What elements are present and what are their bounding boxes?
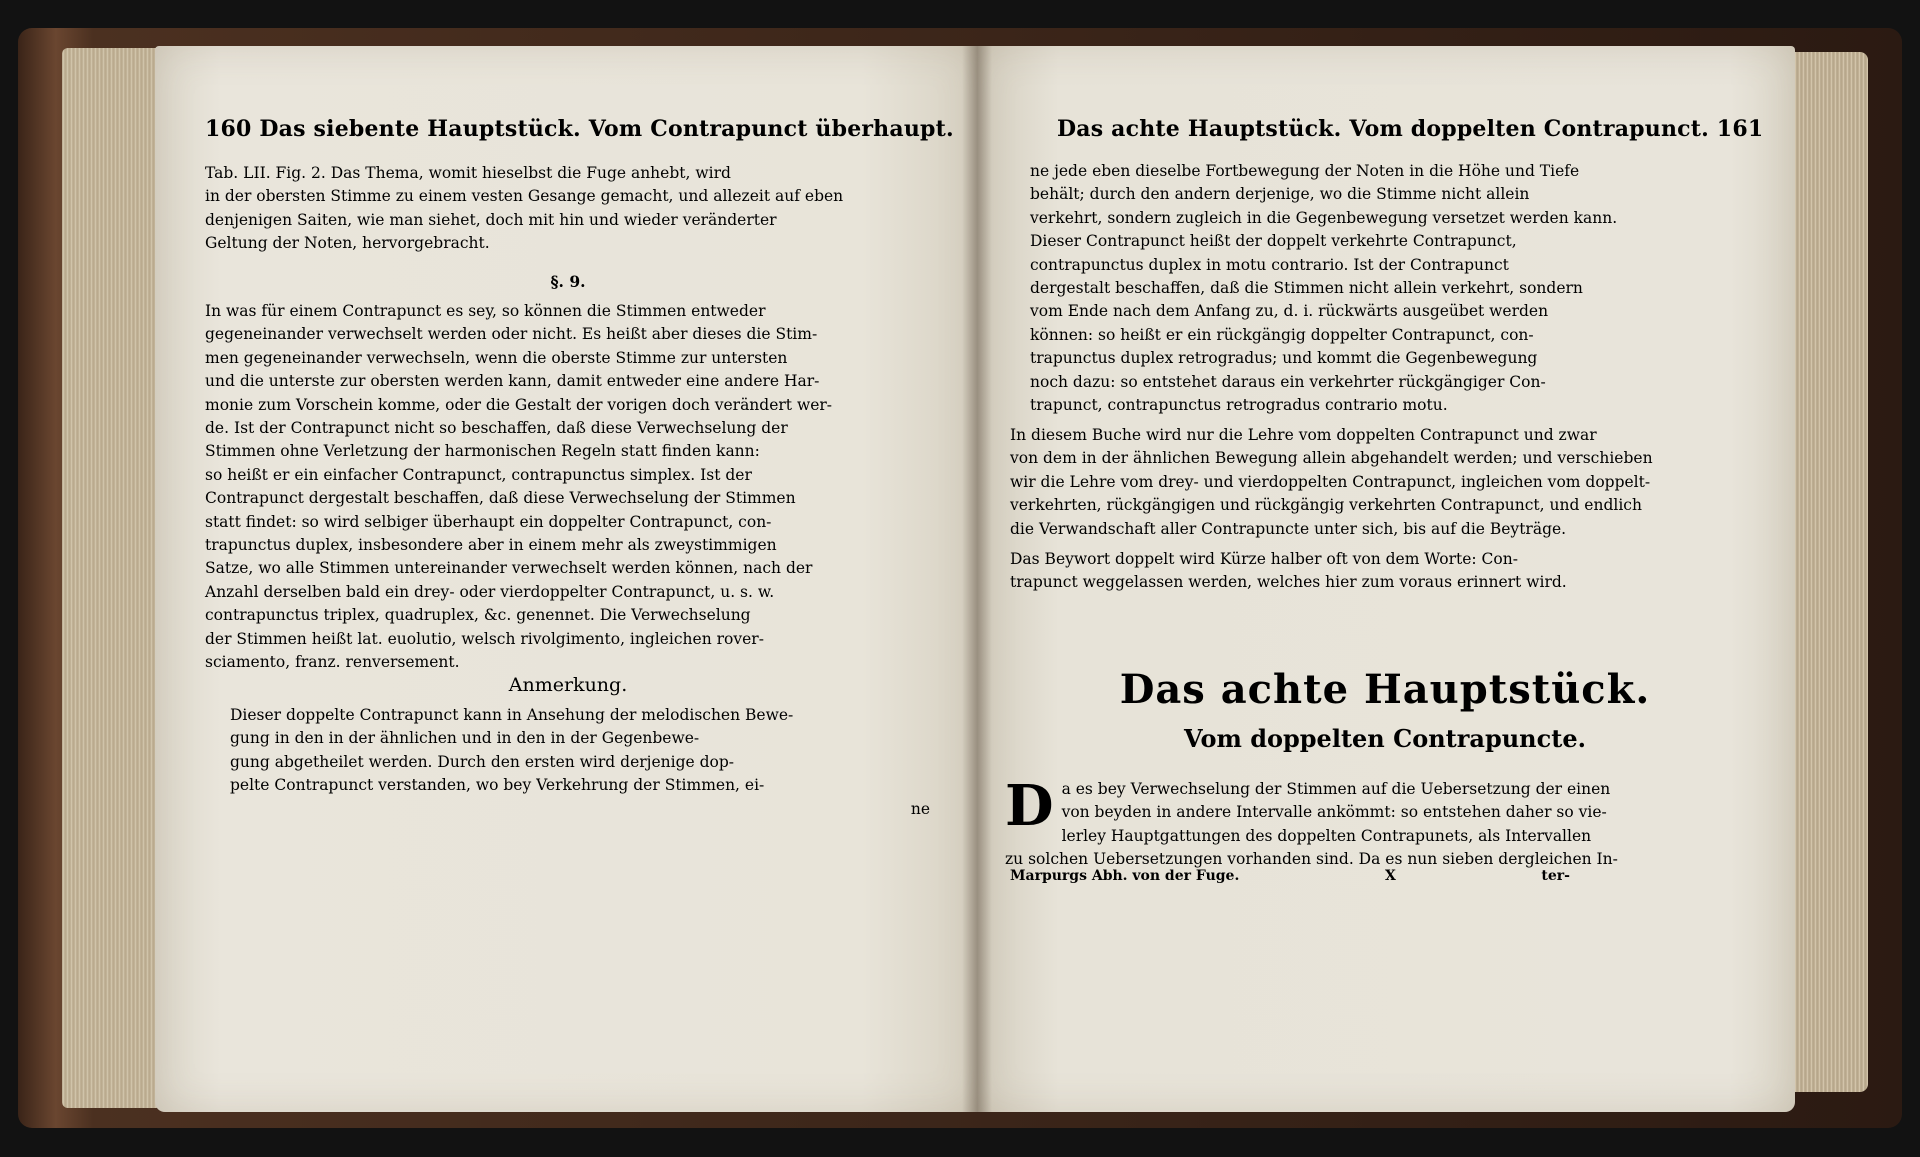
text-line: zu solchen Uebersetzungen vorhanden sind. Da es nun sieben dergleichen In-	[1005, 850, 1618, 869]
text-line: pelte Contrapunct verstanden, wo bey Verkehrung der Stimmen, ei-	[230, 776, 765, 795]
book-gutter	[962, 46, 992, 1112]
page-footer	[1010, 868, 1570, 884]
note-paragraph	[230, 704, 930, 821]
chapter-subtitle: Vom doppelten Contrapuncte.	[1184, 724, 1586, 753]
text-line: Stimmen ohne Verletzung der harmonischen Regeln statt finden kann:	[205, 442, 760, 461]
text-line: In diesem Buche wird nur die Lehre vom doppelten Contrapunct und zwar	[1010, 426, 1597, 444]
text-line: vom Ende nach dem Anfang zu, d. i. rückwärts ausgeübet werden	[1030, 302, 1549, 321]
text-line: gegeneinander verwechselt werden oder nicht. Es heißt aber dieses die Stim-	[205, 325, 818, 344]
footer-signature: Marpurgs Abh. von der Fuge.	[1010, 868, 1240, 884]
text-line: behält; durch den andern derjenige, wo die Stimme nicht allein	[1030, 185, 1530, 204]
text-line: von beyden in andere Intervalle ankömmt: so entstehen daher so vie-	[1061, 803, 1607, 822]
text-line: Anzahl derselben bald ein drey- oder vierdoppelter Contrapunct, u. s. w.	[205, 582, 775, 601]
text-line: a es bey Verwechselung der Stimmen auf die Uebersetzung der einen	[1061, 780, 1611, 798]
text-line: trapunct, contrapunctus retrogradus contrario motu.	[1030, 396, 1448, 415]
right-third-paragraph	[1010, 548, 1762, 595]
right-page-edges	[1790, 52, 1868, 1092]
text-line: contrapunctus triplex, quadruplex, &c. genennet. Die Verwechselung	[205, 606, 751, 625]
text-line: denjenigen Saiten, wie man siehet, doch mit hin und wieder veränderter	[205, 210, 777, 229]
section-mark: §. 9.	[550, 272, 586, 291]
text-line: Geltung der Noten, hervorgebracht.	[205, 234, 490, 253]
text-line: und die unterste zur obersten werden kann, damit entweder eine andere Har-	[205, 372, 820, 391]
left-section-paragraph	[205, 300, 931, 675]
drop-cap-letter: D	[1005, 773, 1054, 839]
text-line: lerley Hauptgattungen des doppelten Contrapunets, als Intervallen	[1061, 826, 1592, 845]
text-line: In was für einem Contrapunct es sey, so können die Stimmen entweder	[205, 302, 766, 320]
text-line: Dieser doppelte Contrapunct kann in Ansehung der melodischen Bewe-	[230, 706, 794, 724]
text-line: trapunct weggelassen werden, welches hier zum voraus erinnert wird.	[1010, 573, 1567, 592]
footer-catchword: ter-	[1541, 868, 1570, 884]
text-line: von dem in der ähnlichen Bewegung allein abgehandelt werden; und verschieben	[1010, 449, 1653, 468]
text-line: trapunctus duplex, insbesondere aber in einem mehr als zweystimmigen	[205, 536, 777, 555]
text-line: die Verwandschaft aller Contrapuncte unter sich, bis auf die Beyträge.	[1010, 519, 1567, 538]
text-line: so heißt er ein einfacher Contrapunct, contrapunctus simplex. Ist der	[205, 465, 752, 484]
text-line: Das Beywort doppelt wird Kürze halber oft von dem Worte: Con-	[1010, 550, 1518, 568]
text-line: ne	[910, 799, 930, 818]
right-page-header: Das achte Hauptstück. Vom doppelten Contrapunct. 161	[1057, 116, 1764, 142]
text-line: monie zum Vorschein komme, oder die Gestalt der vorigen doch verändert wer-	[205, 395, 833, 414]
text-line: contrapunctus duplex in motu contrario. Ist der Contrapunct	[1030, 255, 1509, 274]
right-second-paragraph	[1010, 424, 1762, 541]
text-line: sciamento, franz. renversement.	[205, 653, 460, 672]
text-line: noch dazu: so entstehet daraus ein verkehrter rückgängiger Con-	[1030, 372, 1546, 391]
text-line: de. Ist der Contrapunct nicht so beschaffen, daß diese Verwechselung der	[205, 419, 788, 438]
text-line: trapunctus duplex retrogradus; und kommt die Gegenbewegung	[1030, 349, 1538, 368]
text-line: der Stimmen heißt lat. euolutio, welsch rivolgimento, ingleichen rover-	[205, 629, 764, 648]
text-line: können: so heißt er ein rückgängig doppelter Contrapunct, con-	[1030, 325, 1534, 344]
text-line: dergestalt beschaffen, daß die Stimmen nicht allein verkehrt, sondern	[1030, 279, 1583, 298]
left-page-edges	[62, 48, 158, 1108]
left-intro-paragraph	[205, 162, 931, 256]
text-line: ne jede eben dieselbe Fortbewegung der Noten in die Höhe und Tiefe	[1030, 162, 1580, 180]
footer-gathering-mark: X	[1384, 868, 1396, 884]
text-line: Satze, wo alle Stimmen untereinander verwechselt werden können, nach der	[205, 559, 813, 578]
text-line: in der obersten Stimme zu einem vesten Gesange gemacht, und allezeit auf eben	[205, 187, 844, 206]
left-page-header: 160 Das siebente Hauptstück. Vom Contrapunct überhaupt.	[205, 116, 954, 142]
text-line: Dieser Contrapunct heißt der doppelt verkehrte Contrapunct,	[1030, 232, 1517, 251]
text-line: gung abgetheilet werden. Durch den ersten wird derjenige dop-	[230, 752, 735, 771]
text-line: statt findet: so wird selbiger überhaupt ein doppelter Contrapunct, con-	[205, 512, 772, 531]
text-line: Tab. LII. Fig. 2. Das Thema, womit hieselbst die Fuge anhebt, wird	[205, 164, 731, 182]
text-line: gung in den in der ähnlichen und in den in der Gegenbewe-	[230, 729, 700, 748]
text-line: verkehrt, sondern zugleich in die Gegenbewegung versetzet werden kann.	[1030, 208, 1618, 227]
text-line: men gegeneinander verwechseln, wenn die oberste Stimme zur untersten	[205, 348, 788, 367]
text-line: verkehrten, rückgängigen und rückgängig verkehrten Contrapunct, und endlich	[1010, 496, 1642, 515]
note-heading: Anmerkung.	[508, 674, 628, 696]
text-line: Contrapunct dergestalt beschaffen, daß diese Verwechselung der Stimmen	[205, 489, 796, 508]
text-line: wir die Lehre vom drey- und vierdoppelten Contrapunct, ingleichen vom doppelt-	[1010, 472, 1651, 491]
chapter-opening-paragraph	[1005, 773, 1762, 872]
right-top-paragraph	[1030, 160, 1760, 417]
chapter-title: Das achte Hauptstück.	[1119, 666, 1651, 713]
